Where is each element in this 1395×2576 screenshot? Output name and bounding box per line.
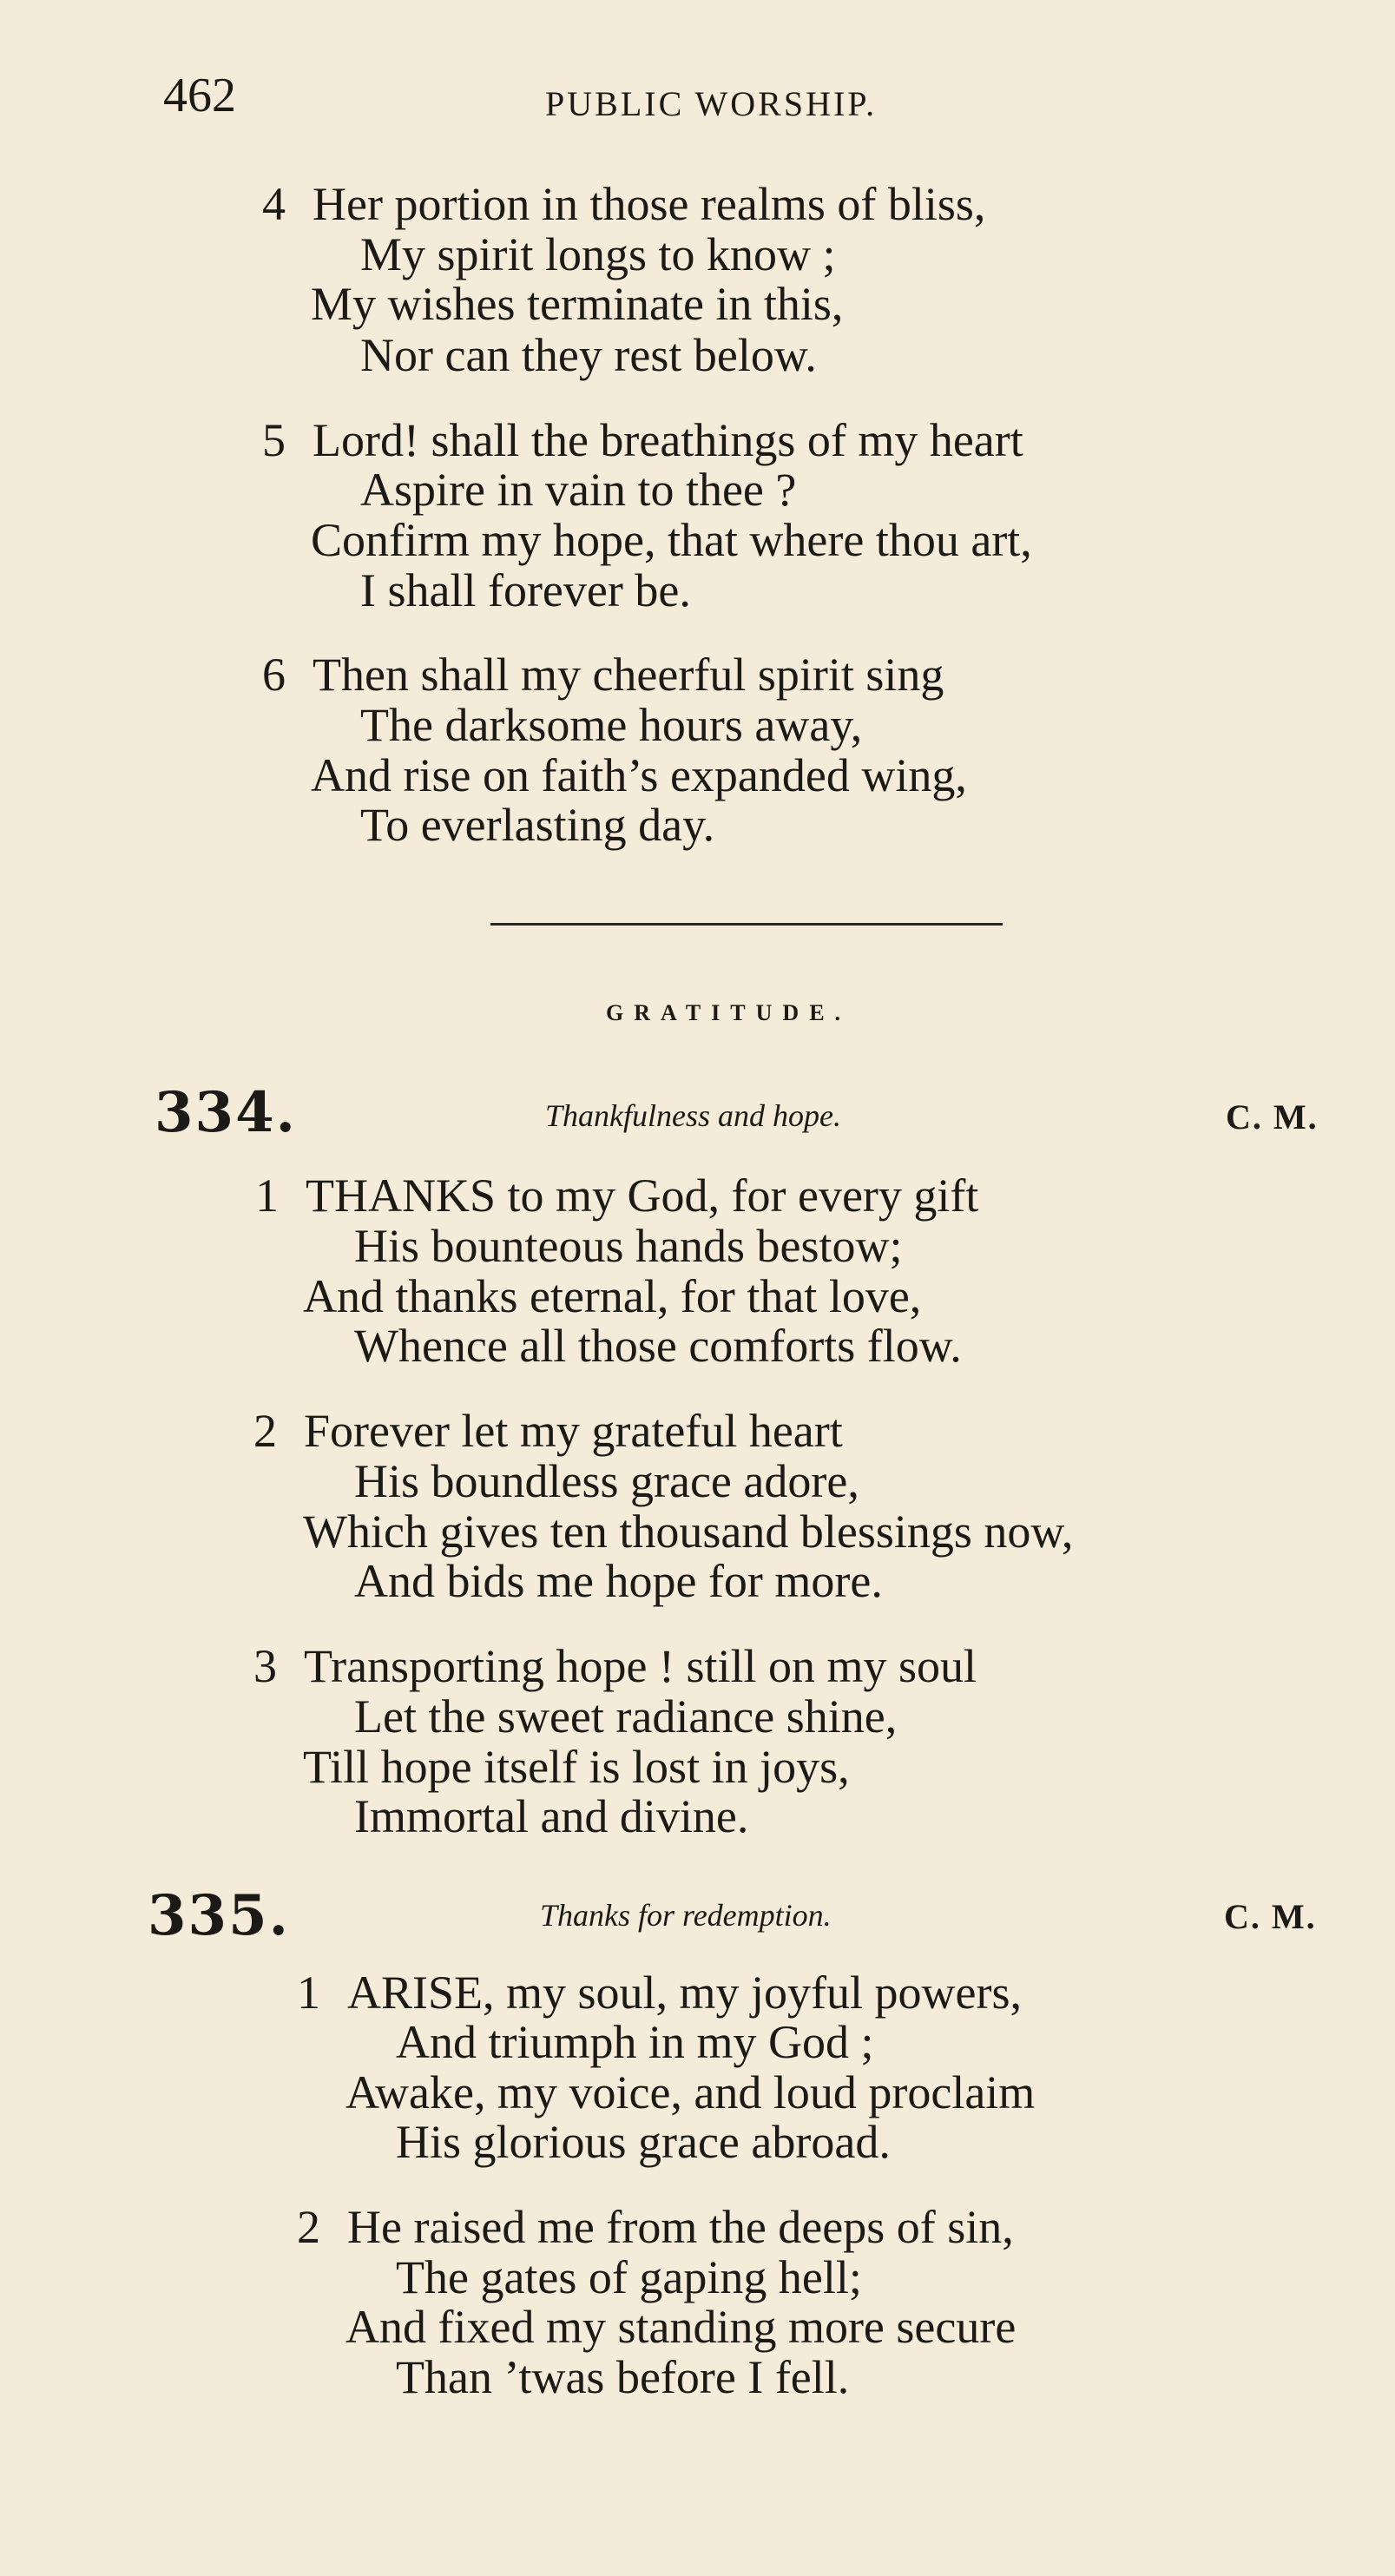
verse-line: And thanks eternal, for that love, [303,1270,922,1322]
verse-line: 2 He raised me from the deeps of sin, [297,2201,1014,2253]
verse-line: His boundless grace adore, [354,1455,859,1507]
verse-line: 2 Forever let my grateful heart [253,1405,843,1457]
verse-line: To everlasting day. [360,799,715,851]
section-divider [490,923,1003,926]
verse-line: 1 THANKS to my God, for every gift [255,1169,979,1222]
verse-line: Than ’twas before I fell. [396,2351,850,2403]
verse-line: 6 Then shall my cheerful spirit sing [262,649,944,701]
verse-line: 1 ARISE, my soul, my joyful powers, [297,1967,1022,2019]
verse-line: Aspire in vain to thee ? [360,464,797,516]
verse-number: 2 [297,2201,320,2253]
verse-number: 5 [262,414,286,466]
verse-line: His bounteous hands bestow; [354,1220,903,1272]
verse-line: I shall forever be. [360,564,691,616]
verse-number: 2 [253,1405,277,1457]
verse-line: And triumph in my God ; [396,2016,874,2068]
verse-line: My wishes terminate in this, [311,278,844,330]
verse-line: My spirit longs to know ; [360,228,836,280]
verse-line: And fixed my standing more secure [345,2301,1017,2353]
verse-number: 6 [262,649,286,701]
verse-line: Which gives ten thousand blessings now, [303,1505,1074,1558]
verse-line: And bids me hope for more. [354,1555,883,1607]
hymn-subtitle: Thankfulness and hope. [545,1098,841,1133]
verse-line: Confirm my hope, that where thou art, [311,514,1032,566]
verse-line: 4 Her portion in those realms of bliss, [262,178,986,230]
verse-line: Awake, my voice, and loud proclaim [345,2066,1036,2118]
hymn-meter: C. M. [1224,1897,1317,1936]
verse-line: Nor can they rest below. [360,329,817,381]
verse-line: His glorious grace abroad. [396,2116,891,2168]
hymn-number: 335. [148,1883,290,1948]
running-title: PUBLIC WORSHIP. [545,84,878,123]
verse-line: Let the sweet radiance shine, [354,1690,898,1743]
section-title: GRATITUDE. [606,1000,852,1025]
verse-line: 3 Transporting hope ! still on my soul [253,1640,977,1692]
verse-number: 4 [262,178,286,230]
hymn-subtitle: Thanks for redemption. [540,1898,832,1933]
hymn-meter: C. M. [1226,1097,1319,1136]
verse-number: 3 [253,1640,277,1692]
verse-number: 1 [255,1169,279,1222]
verse-line: And rise on faith’s expanded wing, [311,749,967,801]
page-number: 462 [163,69,236,122]
verse-line: Till hope itself is lost in joys, [303,1741,850,1793]
verse-line: Immortal and divine. [354,1790,749,1842]
verse-number: 1 [297,1967,320,2019]
verse-line: 5 Lord! shall the breathings of my heart [262,414,1023,466]
verse-line: The darksome hours away, [360,699,863,751]
hymn-number: 334. [155,1080,297,1145]
verse-line: Whence all those comforts flow. [354,1320,962,1372]
verse-line: The gates of gaping hell; [396,2251,862,2303]
